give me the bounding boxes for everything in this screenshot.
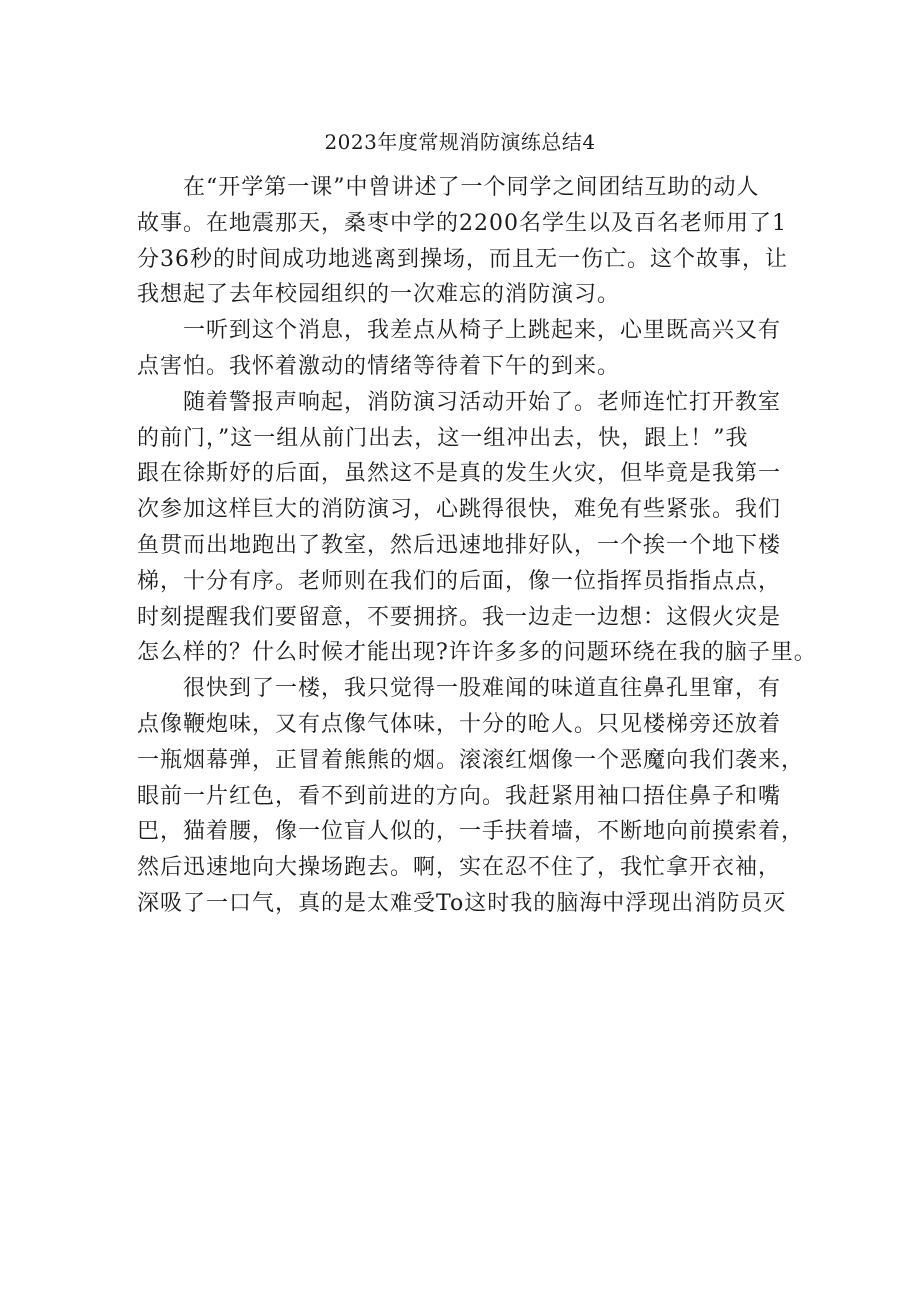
text-line: 梯，十分有序。老师则在我们的后面，像一位指挥员指指点点， — [137, 568, 782, 594]
text-line: 怎么样的？什么时候才能出现?许许多多的问题环绕在我的脑子里。 — [137, 640, 817, 666]
text-line: 随着警报声响起，消防演习活动开始了。老师连忙打开教室 — [137, 389, 782, 415]
paragraph-1 — [137, 170, 807, 313]
paragraph-4 — [137, 671, 807, 922]
text-line: 一听到这个消息，我差点从椅子上跳起来，心里既高兴又有 — [137, 318, 782, 344]
text-line: 的前门，”这一组从前门出去，这一组冲出去，快，跟上！”我 — [137, 425, 749, 451]
document-title: 2023年度常规消防演练总结4 — [324, 130, 596, 154]
paragraph-3 — [137, 385, 817, 671]
text-line: 次参加这样巨大的消防演习，心跳得很快，难免有些紧张。我们 — [137, 497, 782, 523]
text-line: 一瓶烟幕弹，正冒着熊熊的烟。滚滚红烟像一个恶魔向我们袭来， — [137, 747, 805, 773]
text-line: 时刻提醒我们要留意，不要拥挤。我一边走一边想：这假火灾是 — [137, 604, 782, 630]
text-line: 我想起了去年校园组织的一次难忘的消防演习。 — [137, 282, 621, 308]
text-line: 跟在徐斯妤的后面，虽然这不是真的发生火灾，但毕竟是我第一 — [137, 461, 782, 487]
text-line: 点害怕。我怀着激动的情绪等待着下午的到来。 — [137, 353, 621, 379]
paragraph-2 — [137, 313, 807, 385]
document-body — [137, 170, 817, 922]
text-line: 点像鞭炮味，又有点像气体味，十分的呛人。只见楼梯旁还放着 — [137, 711, 782, 737]
text-line: 很快到了一楼，我只觉得一股难闻的味道直往鼻孔里窜，有 — [137, 676, 782, 702]
text-line: 故事。在地震那天，桑枣中学的2200名学生以及百名老师用了1 — [137, 210, 787, 236]
text-line: 深吸了一口气，真的是太难受To这时我的脑海中浮现出消防员灭 — [137, 890, 787, 916]
text-line: 鱼贯而出地跑出了教室，然后迅速地排好队，一个挨一个地下楼 — [137, 532, 782, 558]
text-line: 然后迅速地向大操场跑去。啊，实在忍不住了，我忙拿开衣袖， — [137, 855, 782, 881]
text-line: 在“开学第一课”中曾讲述了一个同学之间团结互助的动人 — [137, 175, 760, 200]
text-line: 眼前一片红色，看不到前进的方向。我赶紧用袖口捂住鼻子和嘴 — [137, 783, 782, 809]
text-line: 巴，猫着腰，像一位盲人似的，一手扶着墙，不断地向前摸索着， — [137, 819, 805, 845]
text-line: 分36秒的时间成功地逃离到操场，而且无一伤亡。这个故事，让 — [137, 246, 788, 272]
